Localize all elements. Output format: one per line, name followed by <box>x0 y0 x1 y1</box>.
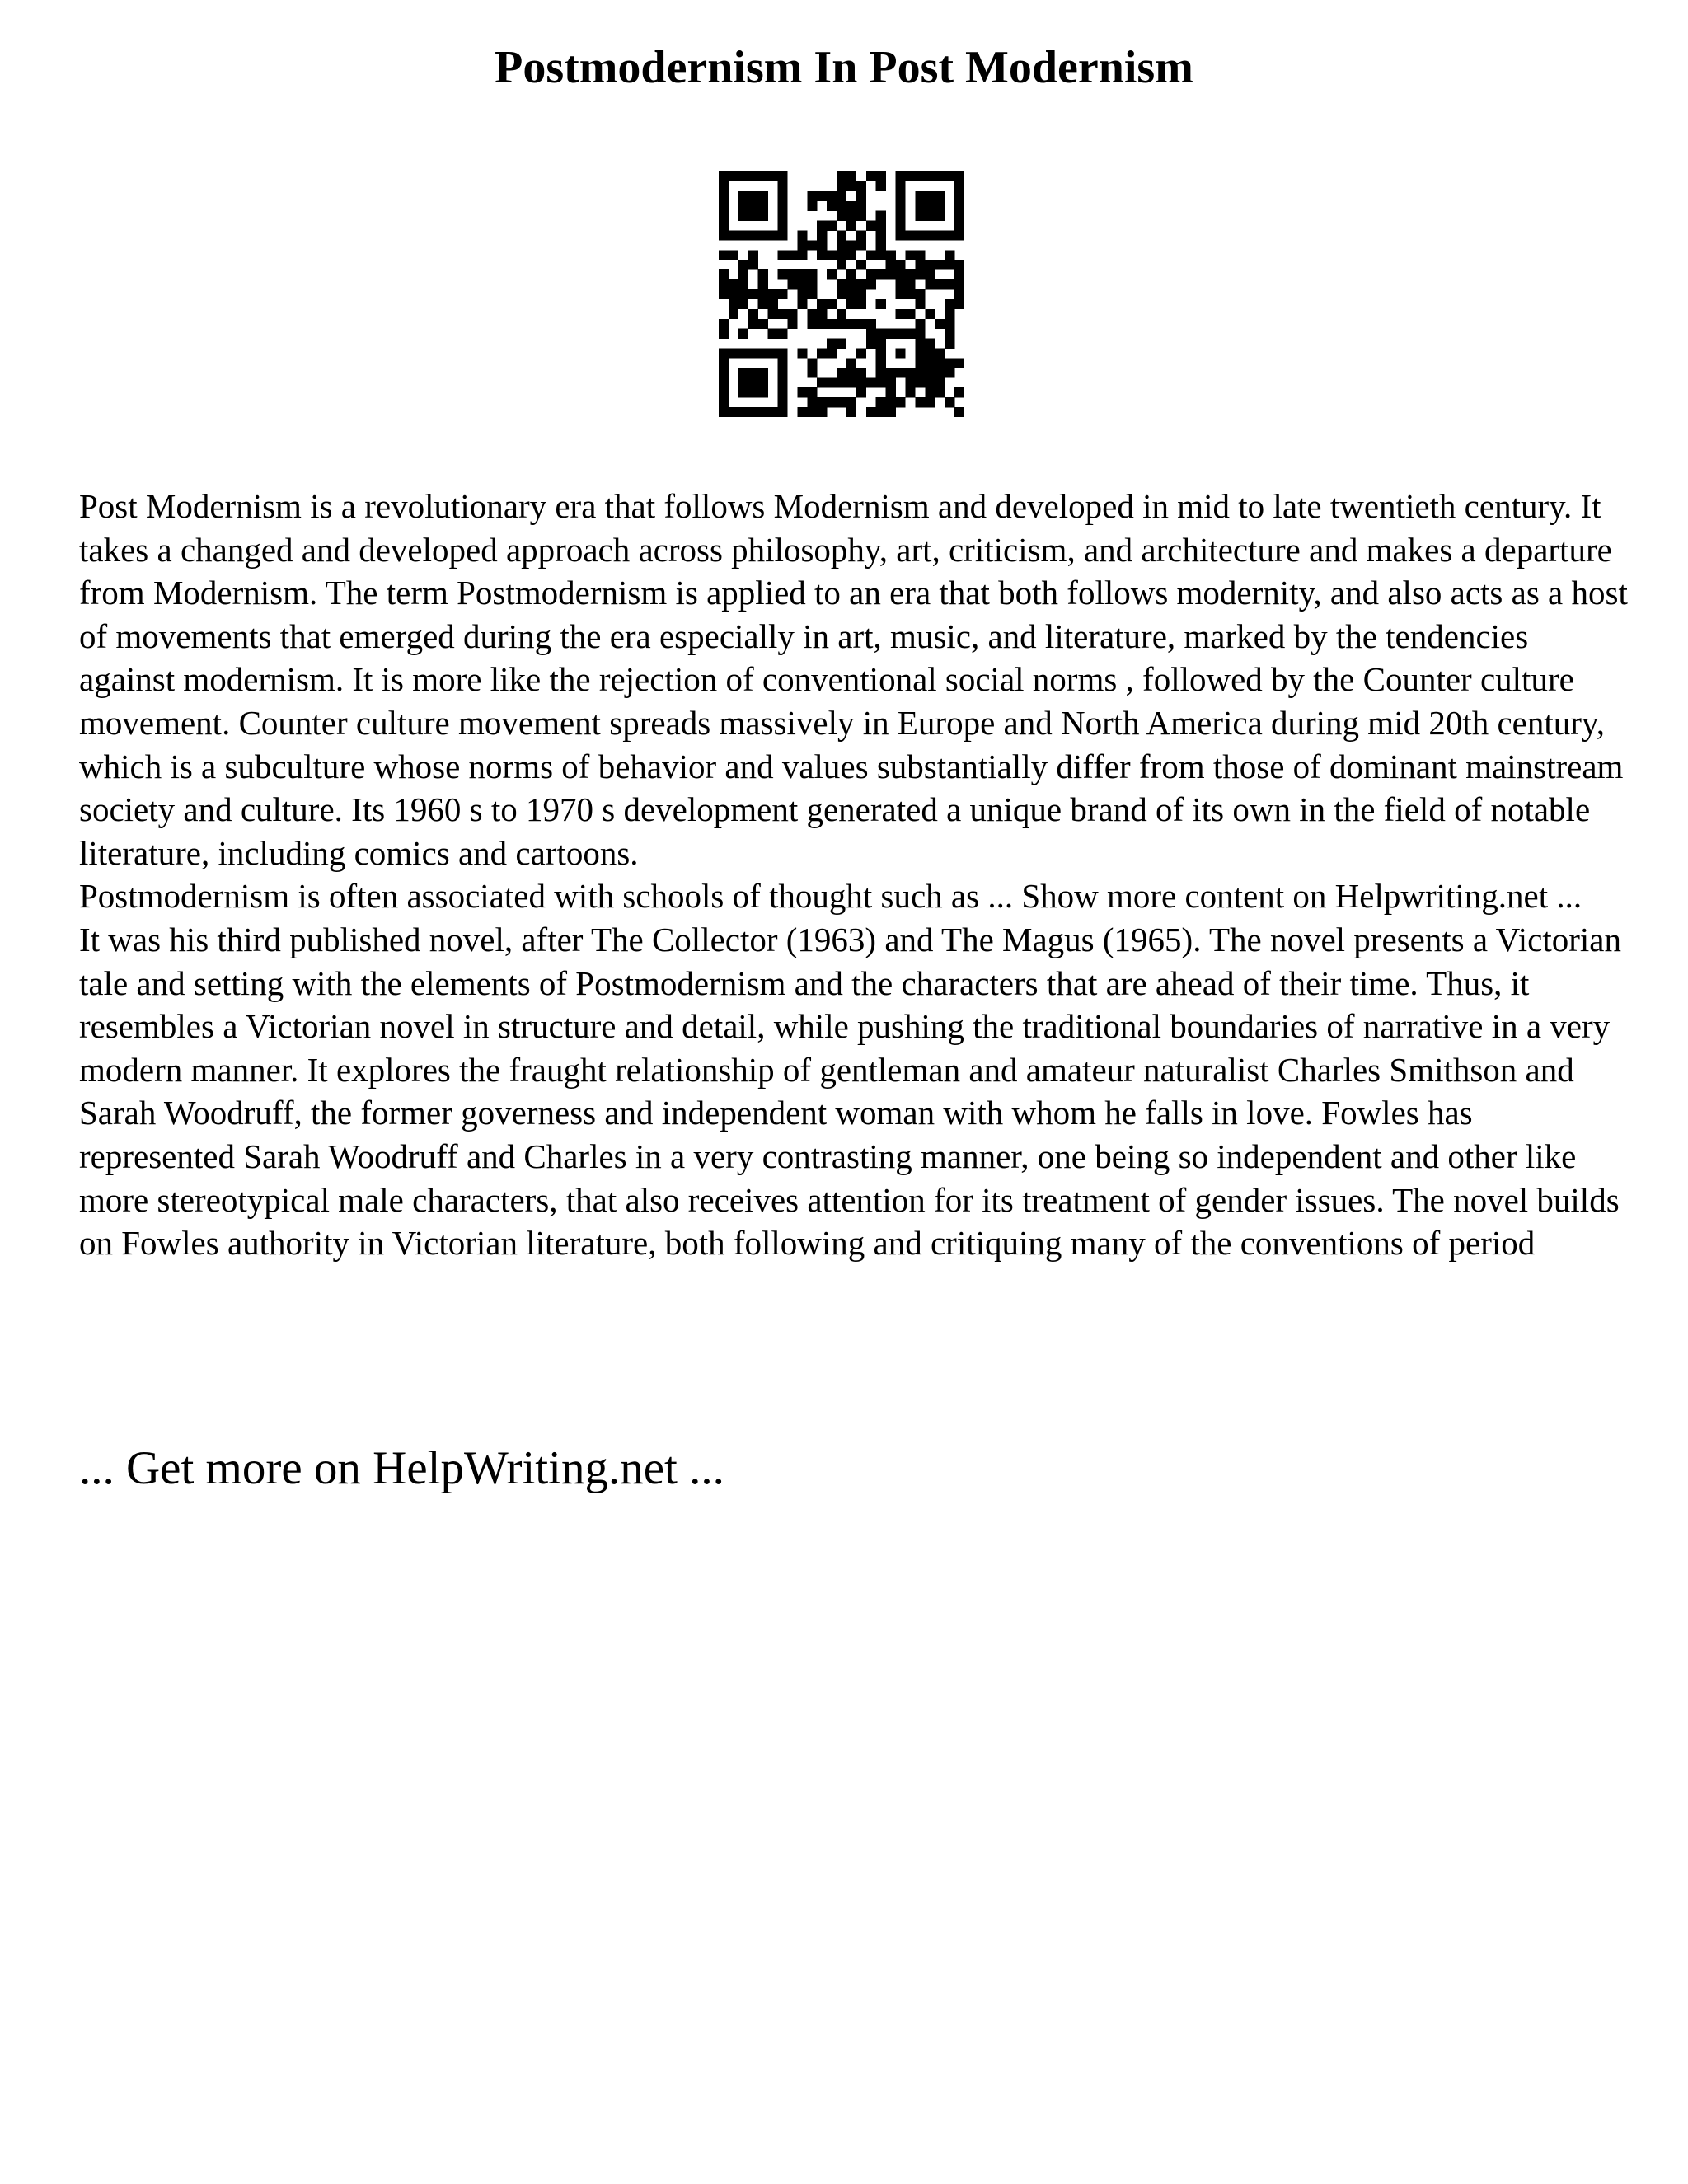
body-paragraph: Postmodernism is often associated with schools of thought such as ... Show more content on Helpwriting.net ... <box>79 877 1582 916</box>
document-title: Postmodernism In Post Modernism <box>495 42 1193 93</box>
qr-code-icon <box>719 171 964 417</box>
body-paragraph: It was his third published novel, after The Collector (1963) and The Magus (1965). The novel presents a Victorian tale and setting with the elements of Postmodernism and the characters that are ahead of their time. Thus, it resembles a Victorian novel in structure and detail, while pushing the traditional boundaries of narrative in a very modern manner. It explores the fraught relationship of gentleman and amateur naturalist Charles Smithson and Sarah Woodruff, the former governess and independent woman with whom he falls in love. Fowles has represented Sarah Woodruff and Charles in a very contrasting manner, one being so independent and other like more stereotypical male characters, that also receives attention for its treatment of gender issues. The novel builds on Fowles authority in Victorian literature, both following and critiquing many of the conventions of period <box>79 920 1621 1263</box>
body-paragraph: Post Modernism is a revolutionary era that follows Modernism and developed in mid to late twentieth century. It takes a changed and developed approach across philosophy, art, criticism, and architecture and makes a departure from Modernism. The term Postmodernism is applied to an era that both follows modernity, and also acts as a host of movements that emerged during the era especially in art, music, and literature, marked by the tendencies against modernism. It is more like the rejection of conventional social norms , followed by the Counter culture movement. Counter culture movement spreads massively in Europe and North America during mid 20th century, which is a subculture whose norms of behavior and values substantially differ from those of dominant mainstream society and culture. Its 1960 s to 1970 s development generated a unique brand of its own in the field of notable literature, including comics and cartoons. <box>79 487 1628 872</box>
document-body <box>79 485 1629 1265</box>
get-more-link[interactable]: ... Get more on HelpWriting.net ... <box>79 1442 724 1494</box>
